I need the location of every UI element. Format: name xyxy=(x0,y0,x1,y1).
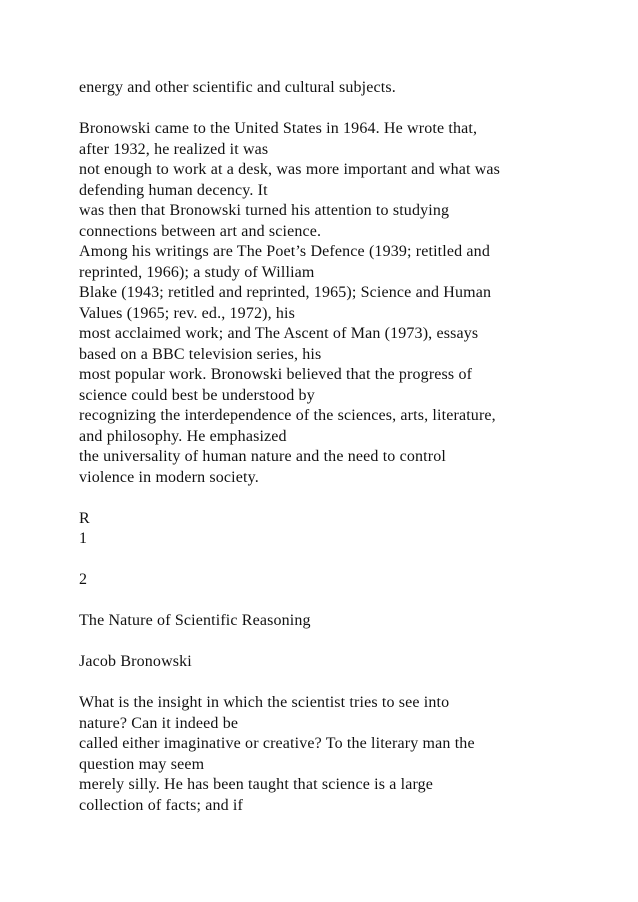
text-line: Values (1965; rev. ed., 1972), his xyxy=(79,304,296,322)
text-line: Blake (1943; retitled and reprinted, 1965); Science and Human xyxy=(79,284,492,301)
text-line: reprinted, 1966); a study of William xyxy=(79,263,315,281)
text-line: called either imaginative or creative? To the literary man the xyxy=(79,735,475,752)
blank-line xyxy=(79,591,599,612)
text-line: science could best be understood by xyxy=(79,386,315,404)
blank-line xyxy=(79,99,599,120)
text-line: question may seem xyxy=(79,755,205,773)
page-number: 2 xyxy=(79,571,88,588)
text-line: connections between art and science. xyxy=(79,222,322,240)
text-line: nature? Can it indeed be xyxy=(79,714,239,732)
text-line: most popular work. Bronowski believed that the progress of xyxy=(79,366,473,383)
text-line: collection of facts; and if xyxy=(79,796,243,814)
text-line: What is the insight in which the scientist tries to see into xyxy=(79,694,450,711)
blank-line xyxy=(79,550,599,571)
text-line: based on a BBC television series, his xyxy=(79,345,322,363)
blank-line xyxy=(79,632,599,653)
essay-title: The Nature of Scientific Reasoning xyxy=(79,612,311,629)
text-line: the universality of human nature and the need to control xyxy=(79,448,446,465)
text-line: merely silly. He has been taught that science is a large xyxy=(79,776,434,793)
text-line: defending human decency. It xyxy=(79,181,268,199)
blank-line xyxy=(79,488,599,509)
text-line: Among his writings are The Poet’s Defence (1939; retitled and xyxy=(79,243,490,260)
text-line: violence in modern society. xyxy=(79,468,259,486)
margin-marker-1: 1 xyxy=(79,530,88,547)
text-line: and philosophy. He emphasized xyxy=(79,427,287,445)
document-body xyxy=(79,78,599,816)
text-line: recognizing the interdependence of the sciences, arts, literature, xyxy=(79,407,496,424)
text-line: not enough to work at a desk, was more important and what was xyxy=(79,161,501,178)
margin-marker-r: R xyxy=(79,509,90,527)
text-line: after 1932, he realized it was xyxy=(79,140,269,158)
blank-line xyxy=(79,673,599,694)
text-line: was then that Bronowski turned his attention to studying xyxy=(79,202,450,219)
text-line: energy and other scientific and cultural subjects. xyxy=(79,79,396,96)
text-line: most acclaimed work; and The Ascent of Man (1973), essays xyxy=(79,325,479,342)
text-line: Bronowski came to the United States in 1964. He wrote that, xyxy=(79,120,478,137)
essay-author: Jacob Bronowski xyxy=(79,653,192,670)
